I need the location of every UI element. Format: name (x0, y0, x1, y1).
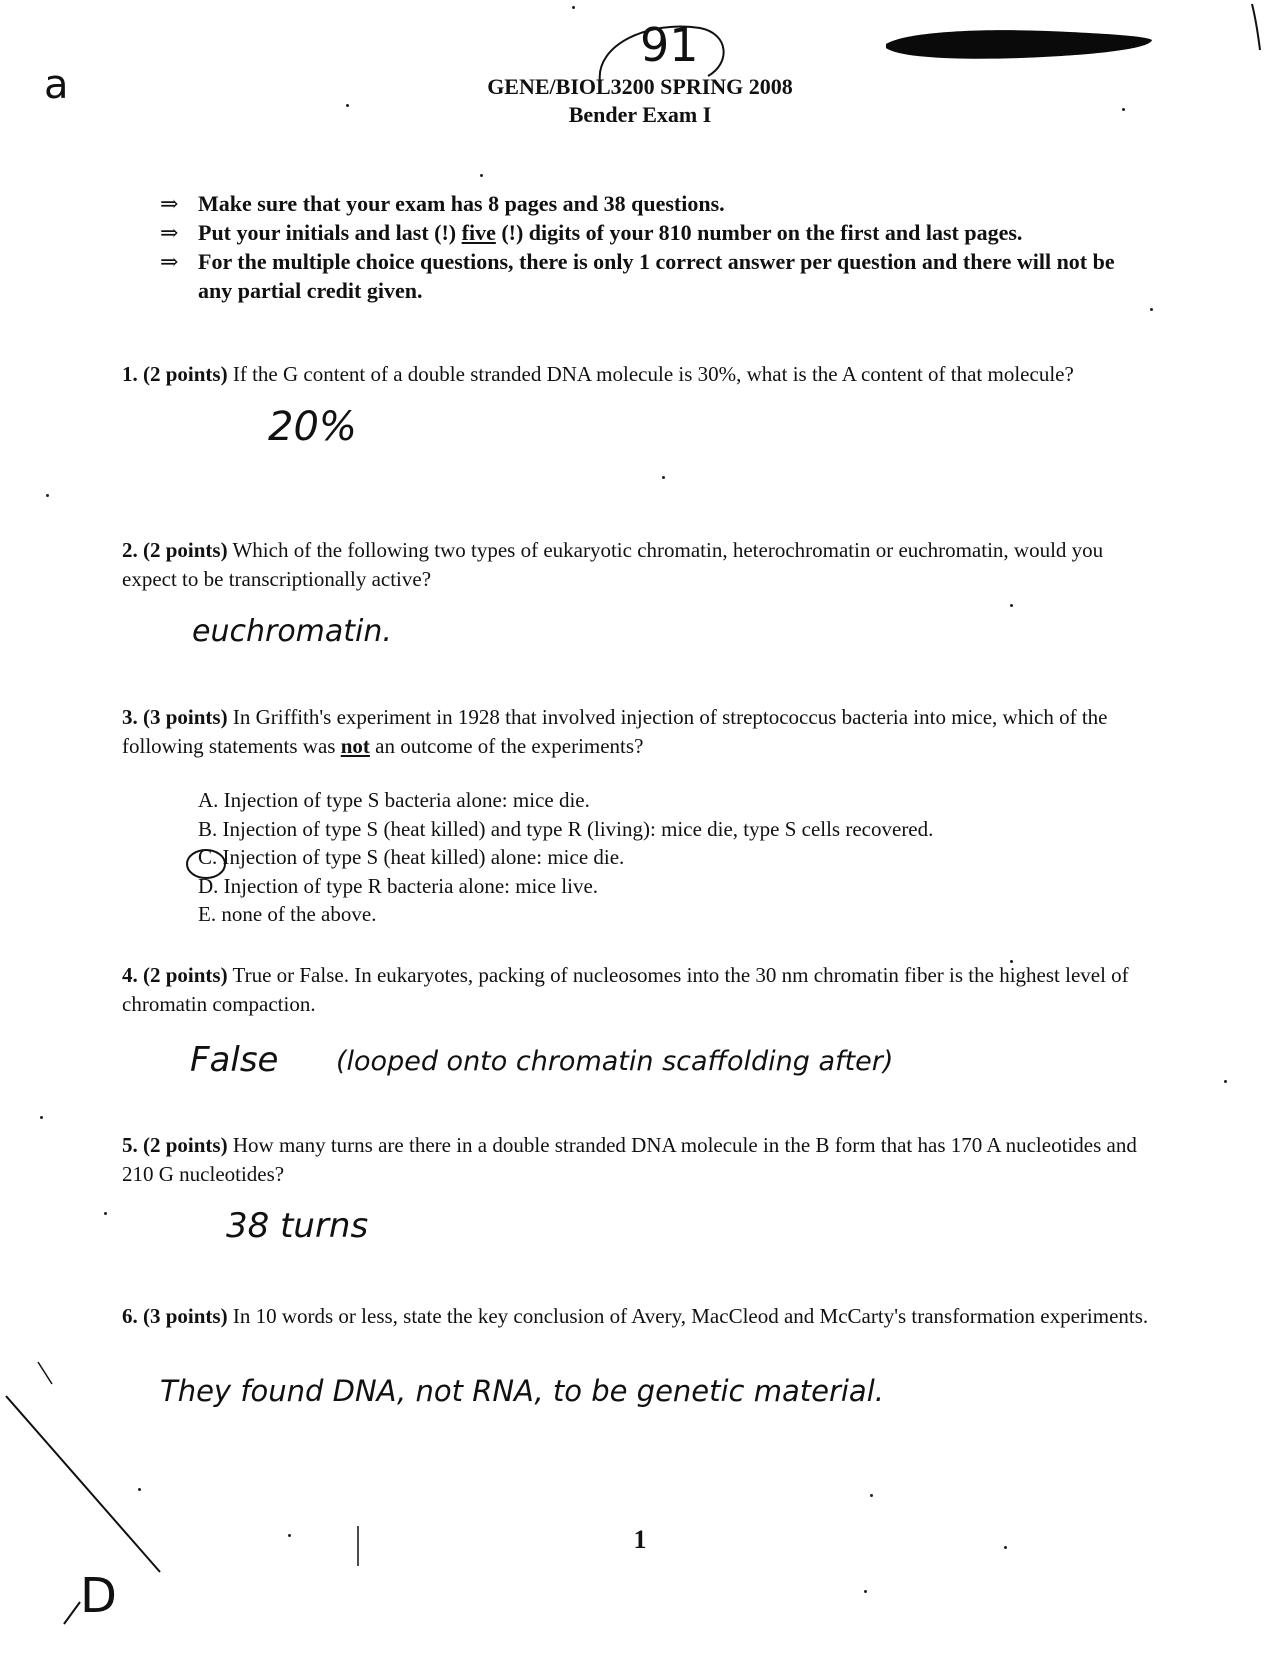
scan-speck (572, 6, 575, 9)
scan-speck (1122, 108, 1125, 111)
option-e: E. none of the above. (198, 902, 377, 926)
scan-speck (1010, 604, 1013, 607)
scan-speck (870, 1494, 873, 1497)
answer-6: They found DNA, not RNA, to be genetic material. (160, 1374, 884, 1408)
question-number: 1. (122, 362, 138, 386)
page-number: 1 (633, 1525, 647, 1554)
scan-speck (1224, 1080, 1227, 1083)
instruction-1 (160, 189, 1150, 218)
answer-2: euchromatin. (192, 614, 392, 649)
scan-speck (104, 1212, 107, 1215)
question-number: 6. (122, 1304, 138, 1328)
answer-4: False (190, 1040, 279, 1080)
question-points: (2 points) (143, 362, 228, 386)
scan-speck (480, 174, 483, 177)
question-text: In 10 words or less, state the key conclusion of Avery, MacCleod and McCarty's transformation experiments. (232, 1304, 1149, 1328)
arrow-icon: ⇒ (160, 220, 179, 245)
question-number: 4. (122, 963, 138, 987)
scan-speck (138, 1488, 141, 1491)
question-text-after: an outcome of the experiments? (369, 734, 644, 758)
underlined-word: five (461, 220, 496, 245)
scan-speck (1150, 308, 1153, 311)
question-3 (122, 703, 1162, 761)
margin-tick (58, 1598, 88, 1628)
scan-speck (346, 104, 349, 107)
answer-4-note: (looped onto chromatin scaffolding after) (336, 1046, 894, 1077)
redaction-mark (880, 22, 1160, 64)
instruction-2 (160, 218, 1150, 247)
question-text: Which of the following two types of eukaryotic chromatin, heterochromatin or euchromatin, would you expect to be transcriptionally active? (122, 538, 1104, 591)
option-a: A. Injection of type S bacteria alone: mice die. (198, 788, 590, 812)
instruction-text: Make sure that your exam has 8 pages and 38 questions. (198, 191, 725, 216)
scan-speck (1010, 960, 1013, 963)
arrow-icon: ⇒ (160, 249, 179, 274)
question-text: How many turns are there in a double stranded DNA molecule in the B form that has 170 A nucleotides and 210 G nucleotides? (122, 1133, 1137, 1186)
arrow-icon: ⇒ (160, 191, 179, 216)
instruction-3 (160, 247, 1150, 305)
scan-speck (288, 1534, 291, 1537)
corner-mark: a (44, 62, 69, 108)
edge-stroke (1248, 2, 1268, 54)
question-6 (122, 1302, 1162, 1331)
question-text: If the G content of a double stranded DNA molecule is 30%, what is the A content of that molecule? (232, 362, 1074, 386)
question-text-emphasis: not (340, 734, 370, 758)
question-points: (3 points) (143, 705, 228, 729)
scan-speck (864, 1590, 867, 1593)
scan-speck (1004, 1546, 1007, 1549)
question-1 (122, 360, 1162, 389)
scan-speck (46, 494, 49, 497)
instructions (160, 189, 1150, 305)
scan-speck (40, 1116, 43, 1119)
instruction-text: For the multiple choice questions, there is only 1 correct answer per question and there will not be any partial credit given. (198, 249, 1115, 303)
margin-short-stroke (34, 1358, 58, 1388)
question-points: (2 points) (143, 538, 228, 562)
question-points: (2 points) (143, 963, 228, 987)
exam-title: Bender Exam I (568, 102, 712, 127)
question-2 (122, 536, 1162, 594)
question-points: (3 points) (143, 1304, 228, 1328)
option-c: C. Injection of type S (heat killed) alone: mice die. (198, 845, 625, 869)
answer-1: 20% (268, 404, 357, 450)
instruction-text: Put your initials and last (!) five (!) digits of your 810 number on the first and last pages. (198, 220, 1023, 245)
course-line: GENE/BIOL3200 SPRING 2008 (487, 74, 793, 99)
grade-mark: 91 (640, 18, 699, 72)
question-text-before: In Griffith's experiment in 1928 that involved injection of streptococcus bacteria into mice, which of the following statements was (122, 705, 1108, 758)
answer-5: 38 turns (226, 1206, 369, 1246)
question-number: 2. (122, 538, 138, 562)
question-points: (2 points) (143, 1133, 228, 1157)
scan-speck (662, 476, 665, 479)
margin-mark: D (80, 1568, 117, 1624)
question-5 (122, 1131, 1162, 1189)
question-4 (122, 961, 1162, 1019)
question-number: 5. (122, 1133, 138, 1157)
option-b: B. Injection of type S (heat killed) and type R (living): mice die, type S cells recovered. (198, 816, 934, 841)
question-3-options (198, 786, 933, 929)
option-d: D. Injection of type R bacteria alone: mice live. (198, 873, 599, 898)
question-number: 3. (122, 705, 138, 729)
circled-answer-mark (184, 847, 228, 881)
margin-diagonal-stroke (0, 1390, 180, 1590)
question-text: True or False. In eukaryotes, packing of nucleosomes into the 30 nm chromatin fiber is the highest level of chromatin compaction. (122, 963, 1129, 1016)
